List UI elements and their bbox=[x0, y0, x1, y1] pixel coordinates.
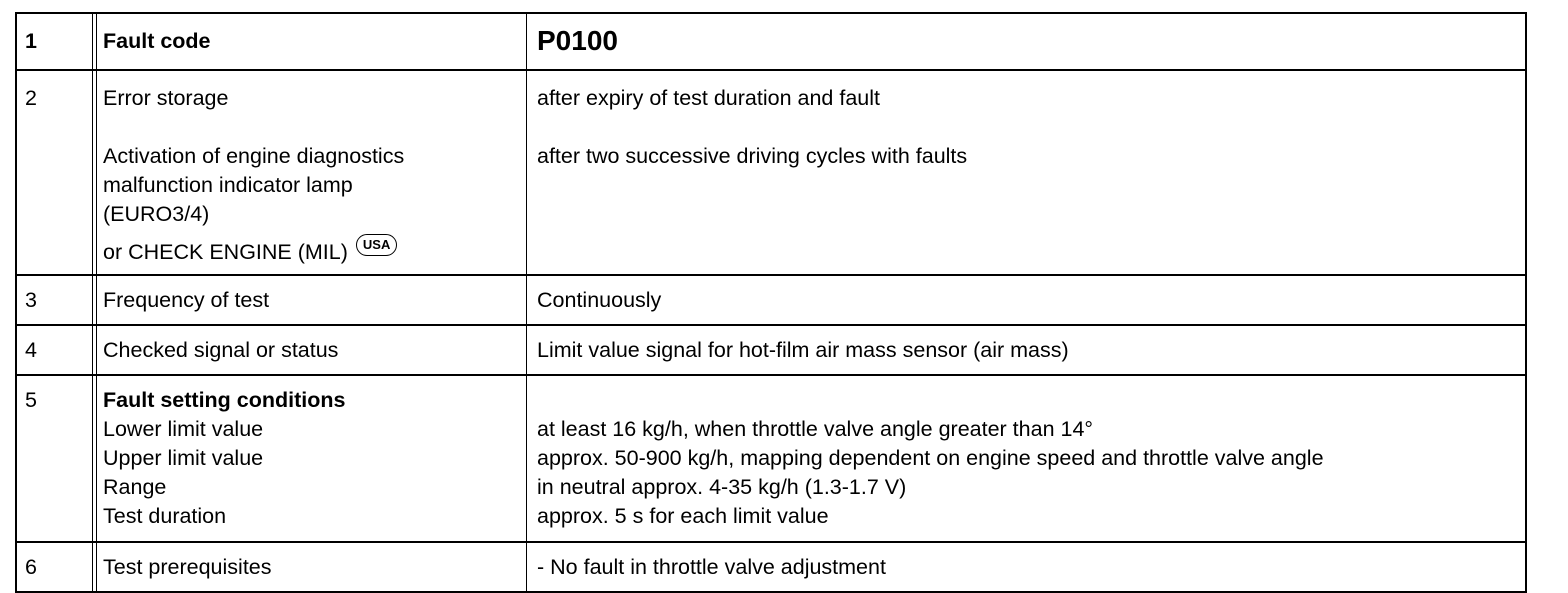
usa-badge-icon: USA bbox=[356, 234, 397, 256]
test-prerequisites-value: - No fault in throttle valve adjustment bbox=[526, 543, 1527, 591]
test-duration-value: approx. 5 s for each limit value bbox=[537, 504, 829, 528]
checked-signal-value: Limit value signal for hot-film air mass sensor (air mass) bbox=[526, 326, 1527, 374]
fault-code-value: P0100 bbox=[537, 25, 618, 56]
row-number: 6 bbox=[25, 555, 37, 579]
upper-limit-label: Upper limit value bbox=[103, 446, 264, 470]
lower-limit-label: Lower limit value bbox=[103, 417, 264, 441]
table-row bbox=[15, 326, 1527, 376]
activation-label-line4: or CHECK ENGINE (MIL) bbox=[103, 240, 348, 264]
table-row bbox=[15, 543, 1527, 593]
range-value: in neutral approx. 4-35 kg/h (1.3-1.7 V) bbox=[537, 475, 907, 499]
frequency-label: Frequency of test bbox=[92, 276, 526, 324]
row-number: 5 bbox=[25, 388, 37, 412]
fault-conditions-title: Fault setting conditions bbox=[103, 388, 346, 412]
activation-label-line2: malfunction indicator lamp bbox=[103, 173, 353, 197]
row-number: 1 bbox=[25, 29, 37, 53]
error-storage-label-cell bbox=[92, 71, 526, 274]
error-storage-label: Error storage bbox=[103, 86, 229, 110]
row-number: 3 bbox=[25, 288, 37, 312]
activation-label-line4-wrap bbox=[103, 238, 526, 267]
fault-code-table bbox=[15, 12, 1527, 593]
row-number: 2 bbox=[25, 86, 37, 110]
fault-code-label: Fault code bbox=[92, 14, 526, 69]
frequency-value: Continuously bbox=[526, 276, 1527, 324]
checked-signal-label: Checked signal or status bbox=[92, 326, 526, 374]
table-row bbox=[15, 376, 1527, 543]
range-label: Range bbox=[103, 475, 167, 499]
activation-label-line1: Activation of engine diagnostics bbox=[103, 144, 405, 168]
error-storage-value: after expiry of test duration and fault bbox=[537, 86, 881, 110]
fault-conditions-values-cell bbox=[526, 376, 1527, 541]
table-row bbox=[15, 276, 1527, 326]
row-number: 4 bbox=[25, 338, 37, 362]
test-prerequisites-label: Test prerequisites bbox=[92, 543, 526, 591]
activation-label-line3: (EURO3/4) bbox=[103, 202, 210, 226]
table-row bbox=[15, 12, 1527, 71]
table-row bbox=[15, 71, 1527, 276]
fault-conditions-labels-cell bbox=[92, 376, 526, 541]
error-storage-value-cell bbox=[526, 71, 1527, 274]
activation-value: after two successive driving cycles with faults bbox=[537, 144, 968, 168]
upper-limit-value: approx. 50-900 kg/h, mapping dependent on engine speed and throttle valve angle bbox=[537, 446, 1324, 470]
lower-limit-value: at least 16 kg/h, when throttle valve angle greater than 14° bbox=[537, 417, 1094, 441]
fault-code-value-cell bbox=[526, 14, 1527, 69]
test-duration-label: Test duration bbox=[103, 504, 227, 528]
